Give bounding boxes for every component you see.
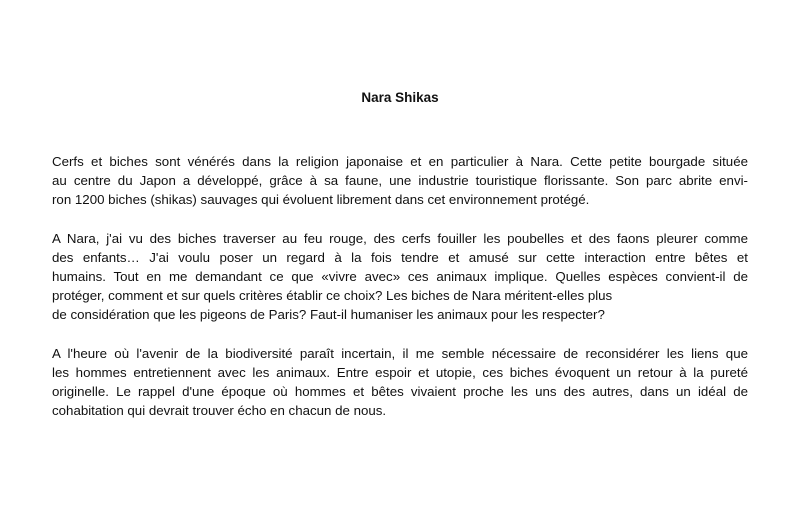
document-title: Nara Shikas [361, 90, 439, 105]
text-line: A Nara, j'ai vu des biches traverser au feu rouge, des cerfs fouiller les poubelles et des faons pleurer comme [52, 230, 748, 246]
text-line: les hommes entretiennent avec les animaux. Entre espoir et utopie, ces biches évoquent un retour à la pureté [52, 364, 748, 380]
paragraph-2 [52, 229, 748, 325]
text-line: A l'heure où l'avenir de la biodiversité paraît incertain, il me semble nécessaire de reconsidérer les liens que [52, 345, 748, 361]
paragraph-1 [52, 152, 748, 210]
text-line: protéger, comment et sur quels critères établir ce choix? Les biches de Nara méritent-elles plus [52, 288, 613, 304]
text-line: humains. Tout en me demandant ce que «vivre avec» ces animaux implique. Quelles espèces convient-il de [52, 269, 748, 285]
text-line: ron 1200 biches (shikas) sauvages qui évoluent librement dans cet environnement protégé. [52, 192, 590, 208]
text-line: cohabitation qui devrait trouver écho en chacun de nous. [52, 403, 387, 419]
document-body [52, 152, 748, 439]
text-line: Cerfs et biches sont vénérés dans la religion japonaise et en particulier à Nara. Cette petite bourgade située [52, 154, 748, 169]
text-line: de considération que les pigeons de Paris? Faut-il humaniser les animaux pour les respecter? [52, 307, 605, 323]
text-line: des enfants… J'ai voulu poser un regard à la fois tendre et amusé sur cette interaction entre bêtes et [52, 249, 748, 265]
text-line: originelle. Le rappel d'une époque où hommes et bêtes vivaient proche les uns des autres, dans un idéal de [52, 384, 748, 400]
text-line: au centre du Japon a développé, grâce à sa faune, une industrie touristique florissante. Son parc abrite envi- [52, 173, 748, 189]
paragraph-3 [52, 344, 748, 421]
